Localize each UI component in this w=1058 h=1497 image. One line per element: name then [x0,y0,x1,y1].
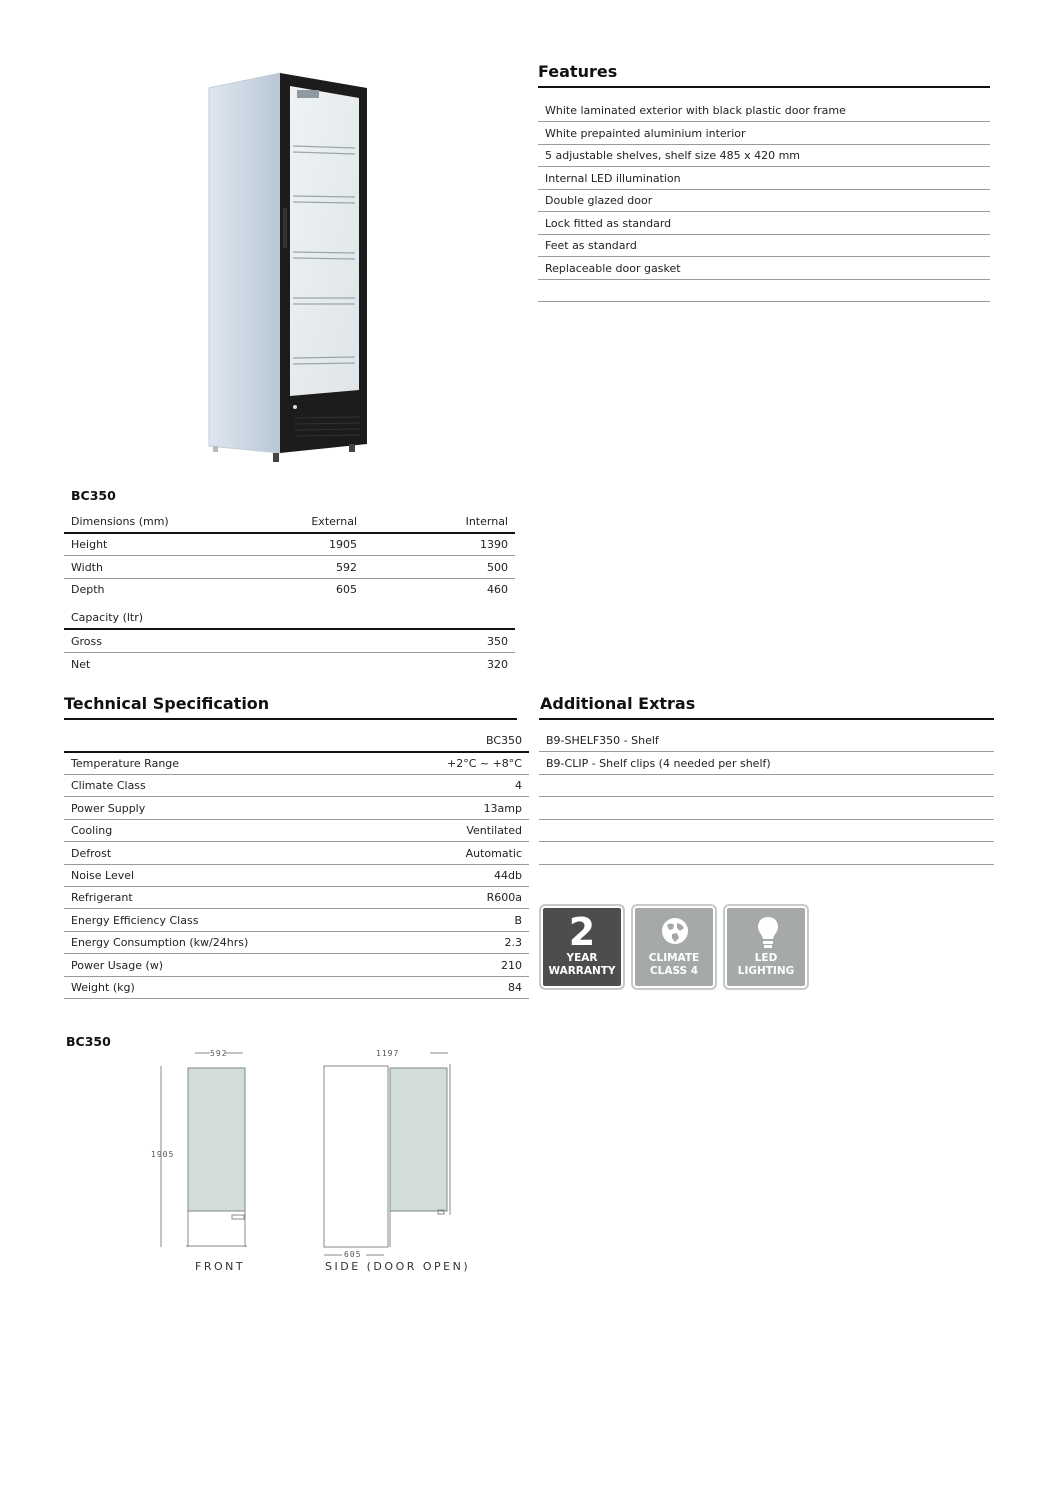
tech-row [64,752,529,775]
side-depth-label: 605 [344,1250,362,1259]
feature-text: Double glazed door [545,194,653,207]
tech-value: 44db [494,869,522,882]
features-rule [538,86,990,88]
extras-row [539,752,994,775]
tech-label: Weight (kg) [71,981,135,994]
side-caption: SIDE (DOOR OPEN) [325,1260,471,1273]
drawing-model-title: BC350 [66,1034,111,1049]
feature-row [538,144,990,167]
feature-row [538,234,990,257]
feature-row [538,189,990,212]
climate-line2: CLASS 4 [649,965,699,977]
tech-row [64,842,529,865]
tech-label: Refrigerant [71,891,133,905]
dimension-external: 592 [336,560,357,574]
front-width-label: 592 [210,1049,228,1058]
tech-label: Temperature Range [71,757,180,770]
tech-value: Automatic [465,846,522,860]
dimensions-header-row [64,510,515,534]
feature-row [538,279,990,302]
capacity-value: 350 [487,635,508,648]
tech-label: Climate Class [71,779,146,793]
led-badge [723,904,809,990]
dimension-label: Height [71,538,108,551]
feature-row [538,122,990,145]
extras-rule [539,718,994,720]
warranty-line2: WARRANTY [548,965,616,977]
tech-row [64,931,529,954]
tech-label: Power Usage (w) [71,958,164,972]
tech-row [64,909,529,932]
extras-row [539,819,994,842]
capacity-row [64,630,515,653]
feature-text: Internal LED illumination [545,171,681,185]
feature-text: 5 adjustable shelves, shelf size 485 x 420 mm [545,149,801,162]
dimension-internal: 1390 [480,538,508,551]
extras-row [539,797,994,820]
tech-value: 210 [501,958,522,972]
dimension-internal: 460 [487,583,508,596]
capacity-label: Gross [71,635,102,648]
extras-row [539,774,994,797]
tech-title: Technical Specification [64,694,270,713]
tech-label: Energy Efficiency Class [71,913,199,927]
led-line2: LIGHTING [737,965,795,977]
feature-text: White laminated exterior with black plastic door frame [545,104,846,117]
feature-row [538,257,990,280]
capacity-row [64,653,515,675]
tech-model-header: BC350 [485,734,522,747]
feature-text: White prepainted aluminium interior [545,126,746,140]
dimensions-header-internal: Internal [465,515,508,528]
warranty-badge [539,904,625,990]
features-title: Features [538,62,618,81]
dimension-row [64,578,515,600]
technical-drawing [150,1050,470,1260]
capacity-header-label: Capacity (ltr) [71,611,144,624]
led-line1: LED [754,952,778,964]
warranty-number-icon: 2 [568,910,596,954]
tech-row [64,954,529,977]
tech-label: Defrost [71,846,112,860]
tech-row [64,819,529,842]
dimensions-model-title: BC350 [71,488,116,503]
tech-label: Noise Level [71,869,135,882]
tech-value: +2°C ~ +8°C [446,757,522,770]
bulb-icon [756,915,780,951]
capacity-header-row [64,606,515,630]
feature-row [538,99,990,122]
side-open-width-label: 1197 [376,1049,400,1058]
extras-text: B9-SHELF350 - Shelf [546,734,659,747]
tech-value: 13amp [483,801,522,815]
dimensions-header-external: External [311,515,357,528]
tech-header-row [64,729,529,753]
capacity-label: Net [71,657,91,671]
extras-text: B9-CLIP - Shelf clips (4 needed per shelf) [546,756,771,770]
dimension-external: 605 [336,583,357,596]
tech-value: Ventilated [466,824,522,838]
tech-row [64,774,529,797]
dimension-row [64,533,515,556]
dimensions-header-label: Dimensions (mm) [71,515,169,528]
tech-label: Energy Consumption (kw/24hrs) [71,936,249,950]
tech-row [64,976,529,999]
capacity-value: 320 [487,657,508,671]
tech-value: 84 [508,981,522,994]
dimension-internal: 500 [487,560,508,574]
climate-line1: CLIMATE [648,952,700,964]
feature-text: Lock fitted as standard [545,216,672,230]
front-height-label: 1905 [151,1150,175,1159]
warranty-line1: YEAR [566,952,598,964]
tech-rule [64,718,517,720]
tech-row [64,797,529,820]
tech-label: Cooling [71,824,113,838]
front-caption: FRONT [195,1260,246,1273]
tech-row [64,864,529,887]
extras-row [539,729,994,752]
feature-text: Replaceable door gasket [545,261,681,275]
feature-text: Feet as standard [545,239,637,252]
climate-badge [631,904,717,990]
extras-title: Additional Extras [540,694,696,713]
feature-row [538,167,990,190]
tech-value: 2.3 [504,936,522,950]
tech-label: Power Supply [71,801,146,815]
globe-icon [660,916,690,948]
tech-value: R600a [486,891,522,905]
dimension-label: Width [71,560,103,574]
extras-row [539,842,994,865]
tech-value: B [514,913,522,927]
tech-value: 4 [515,779,522,793]
feature-row [538,212,990,235]
tech-row [64,886,529,909]
product-photo [205,68,375,468]
dimension-row [64,556,515,579]
dimension-external: 1905 [329,538,357,551]
dimension-label: Depth [71,583,105,596]
